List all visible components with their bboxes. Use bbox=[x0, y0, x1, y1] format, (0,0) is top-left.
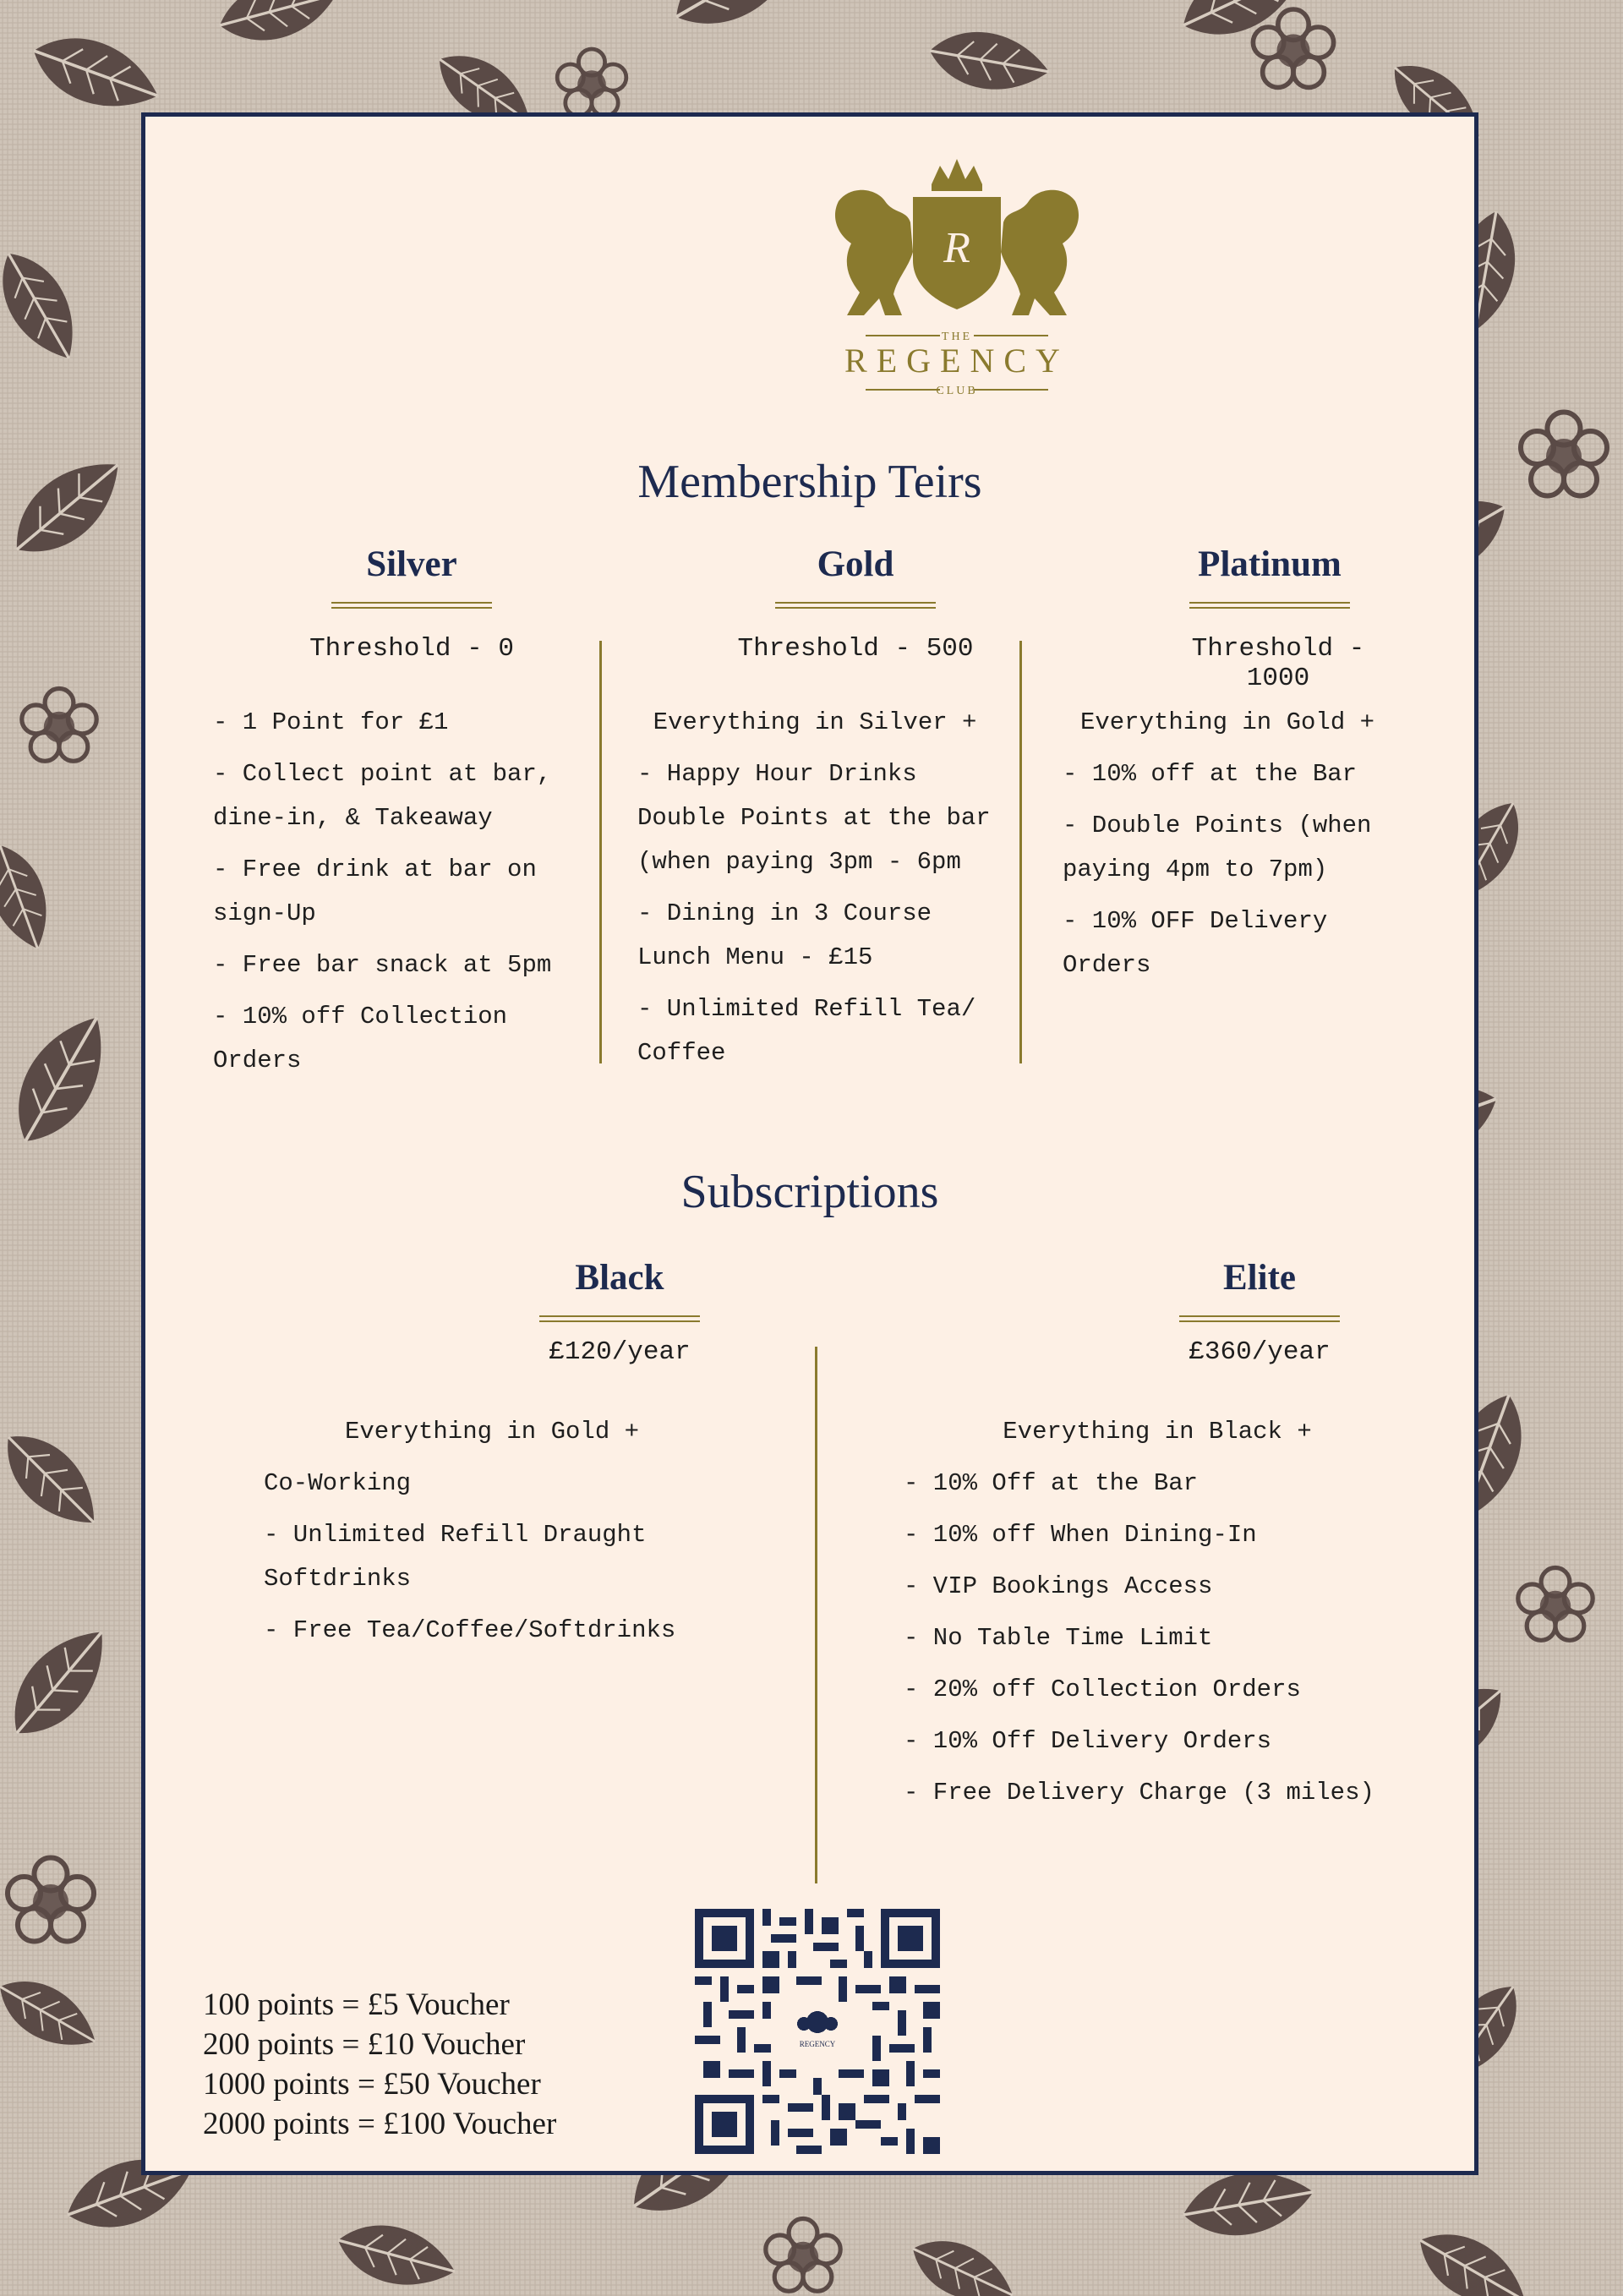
list-item: - Free Delivery Charge (3 miles) bbox=[904, 1779, 1374, 1807]
list-item: - 10% Off at the Bar bbox=[904, 1469, 1199, 1497]
plan-price: £120/year bbox=[549, 1337, 691, 1367]
tier-rule bbox=[1189, 602, 1350, 609]
list-item: Co-Working bbox=[264, 1469, 412, 1497]
tier-name: Platinum bbox=[1198, 544, 1342, 584]
list-item: Everything in Gold + bbox=[1079, 708, 1375, 736]
brand-club: CLUB bbox=[936, 385, 978, 396]
plan-name: Elite bbox=[1223, 1258, 1296, 1298]
tier-name: Gold bbox=[817, 544, 894, 584]
tier-gold-header bbox=[729, 541, 982, 664]
tier-threshold: Threshold - 1000 bbox=[1191, 634, 1365, 693]
tier-silver-header bbox=[285, 541, 538, 664]
list-item: - Unlimited Refill Tea/ Coffee bbox=[637, 995, 976, 1067]
plan-elite-header bbox=[1133, 1255, 1386, 1367]
list-item: - Unlimited Refill Draught Softdrinks bbox=[264, 1521, 647, 1593]
gold-benefits bbox=[637, 701, 992, 1083]
list-item: - VIP Bookings Access bbox=[904, 1572, 1213, 1600]
list-item: - 10% OFF Delivery Orders bbox=[1063, 907, 1328, 979]
brand-name: REGENCY bbox=[844, 342, 1069, 380]
list-item: Everything in Silver + bbox=[653, 708, 977, 736]
voucher-item: 200 points = £10 Voucher bbox=[203, 2027, 526, 2062]
list-item: - Happy Hour Drinks Double Points at the bar (when paying 3pm - 6pm bbox=[637, 760, 991, 876]
tier-threshold: Threshold - 0 bbox=[309, 634, 514, 664]
voucher-item: 100 points = £5 Voucher bbox=[203, 1987, 510, 2022]
plan-rule bbox=[1179, 1315, 1340, 1322]
voucher-list bbox=[203, 1985, 556, 2144]
list-item: - 1 Point for £1 bbox=[213, 708, 449, 736]
list-item: Everything in Black + bbox=[1003, 1418, 1312, 1446]
plan-rule bbox=[539, 1315, 700, 1322]
tier-rule bbox=[331, 602, 492, 609]
voucher-item: 1000 points = £50 Voucher bbox=[203, 2067, 541, 2102]
brand-the: THE bbox=[941, 331, 973, 343]
silver-benefits bbox=[213, 701, 568, 1091]
black-benefits bbox=[264, 1410, 720, 1660]
tier-name: Silver bbox=[366, 544, 457, 584]
list-item: - Free drink at bar on sign-Up bbox=[213, 856, 537, 927]
list-item: - 10% Off Delivery Orders bbox=[904, 1727, 1272, 1755]
list-item: Everything in Gold + bbox=[344, 1418, 640, 1446]
membership-title: Membership Teirs bbox=[637, 456, 982, 508]
tier-rule bbox=[775, 602, 936, 609]
plan-divider bbox=[815, 1347, 817, 1883]
tier-divider bbox=[1019, 641, 1022, 1063]
plan-price: £360/year bbox=[1189, 1337, 1331, 1367]
subscriptions-title: Subscriptions bbox=[680, 1166, 939, 1218]
tier-divider bbox=[599, 641, 602, 1063]
platinum-benefits bbox=[1063, 701, 1392, 995]
tier-threshold: Threshold - 500 bbox=[737, 634, 974, 664]
svg-text:R: R bbox=[943, 224, 970, 272]
qr-center-label bbox=[800, 2040, 836, 2048]
plan-name: Black bbox=[575, 1258, 664, 1298]
regency-club-logo bbox=[813, 150, 1101, 396]
list-item: - Double Points (when paying 4pm to 7pm) bbox=[1063, 812, 1372, 883]
list-item: - 10% off Collection Orders bbox=[213, 1003, 508, 1074]
membership-card bbox=[141, 112, 1478, 2175]
qr-code-icon[interactable] bbox=[695, 1909, 940, 2154]
plan-black-header bbox=[493, 1255, 746, 1367]
list-item: - Free Tea/Coffee/Softdrinks bbox=[264, 1616, 676, 1644]
list-item: - 10% off at the Bar bbox=[1063, 760, 1358, 788]
list-item: - 20% off Collection Orders bbox=[904, 1676, 1301, 1703]
tier-platinum-header bbox=[1143, 541, 1396, 693]
voucher-item: 2000 points = £100 Voucher bbox=[203, 2107, 557, 2141]
list-item: - 10% off When Dining-In bbox=[904, 1521, 1257, 1549]
list-item: - Collect point at bar, dine-in, & Takeaway bbox=[213, 760, 552, 832]
list-item: - Free bar snack at 5pm bbox=[213, 951, 552, 979]
elite-benefits bbox=[904, 1410, 1411, 1823]
list-item: - Dining in 3 Course Lunch Menu - £15 bbox=[637, 899, 932, 971]
list-item: - No Table Time Limit bbox=[904, 1624, 1213, 1652]
